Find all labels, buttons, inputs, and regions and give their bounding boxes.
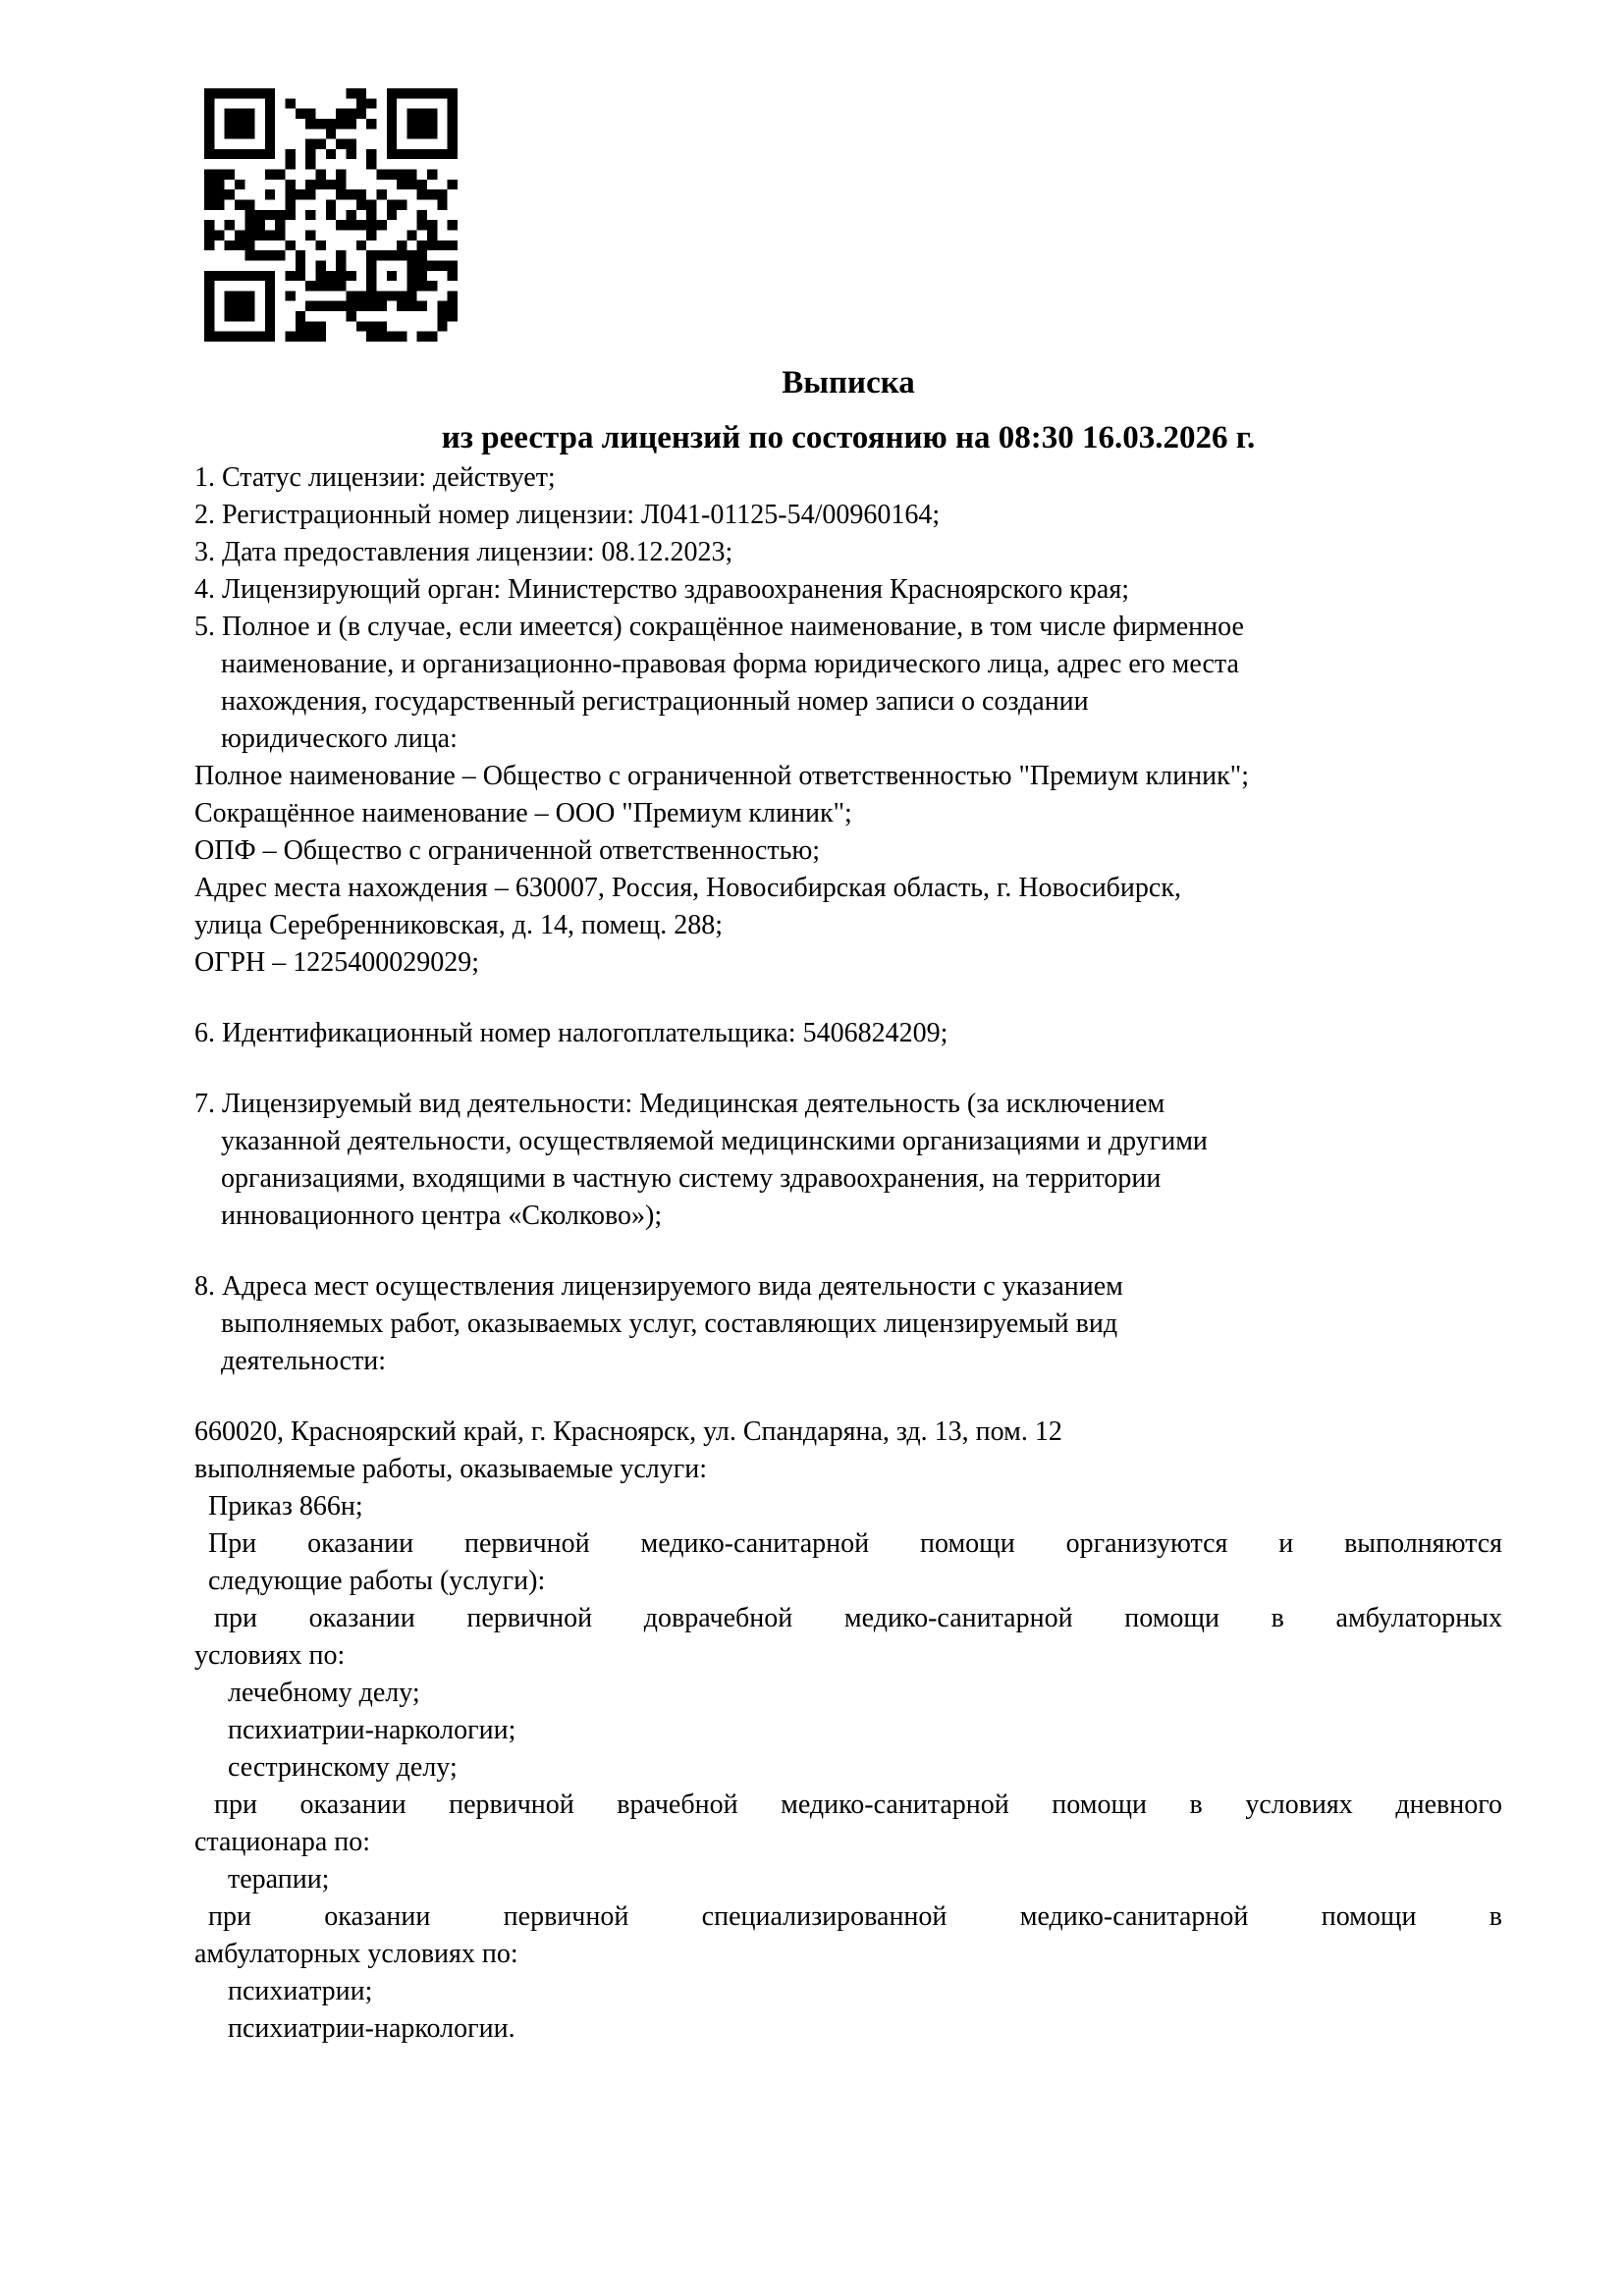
document-title-block [194, 355, 1502, 465]
document-line: следующие работы (услуги): [208, 1566, 546, 1596]
document-body [194, 459, 1502, 2048]
document-line: ОПФ – Общество с ограниченной ответственностью; [194, 835, 821, 866]
document-line: 5. Полное и (в случае, если имеется) сокращённое наименование, в том числе фирменное [194, 612, 1244, 642]
document-line: 2. Регистрационный номер лицензии: Л041-01125-54/00960164; [194, 500, 941, 530]
document-line: 660020, Красноярский край, г. Красноярск, ул. Спандаряна, зд. 13, пом. 12 [194, 1416, 1062, 1447]
document-line: 8. Адреса мест осуществления лицензируемого вида деятельности с указанием [194, 1271, 1123, 1302]
document-line: сестринскому делу; [228, 1752, 458, 1783]
blank-line [194, 1052, 1502, 1086]
document-line: указанной деятельности, осуществляемой медицинскими организациями и другими [221, 1126, 1208, 1156]
blank-line [194, 982, 1502, 1015]
document-line: Адрес места нахождения – 630007, Россия, Новосибирская область, г. Новосибирск, [194, 873, 1181, 903]
document-line: стационара по: [194, 1827, 371, 1857]
document-line: психиатрии; [228, 1976, 373, 2006]
document-line: психиатрии-наркологии. [228, 2013, 515, 2044]
document-line: наименование, и организационно-правовая форма юридического лица, адрес его места [221, 649, 1239, 679]
blank-line [194, 1235, 1502, 1268]
document-line: выполняемых работ, оказываемых услуг, составляющих лицензируемый вид [221, 1308, 1118, 1339]
document-line: Сокращённое наименование – ООО "Премиум клиник"; [194, 798, 852, 828]
document-line: 3. Дата предоставления лицензии: 08.12.2023; [194, 537, 733, 567]
document-line: Полное наименование – Общество с ограниченной ответственностью "Премиум клиник"; [194, 761, 1249, 791]
document-line: условиях по: [194, 1640, 346, 1671]
document-line: при оказании первичной специализированной медико-санитарной помощи в [208, 1901, 1502, 1932]
document-subtitle: из реестра лицензий по состоянию на 08:30 16.03.2026 г. [441, 420, 1256, 455]
document-line: При оказании первичной медико-санитарной помощи организуются и выполняются [208, 1528, 1502, 1559]
qr-code [204, 88, 458, 342]
document-line: лечебному делу; [228, 1678, 420, 1708]
document-line: выполняемые работы, оказываемые услуги: [194, 1454, 708, 1484]
document-line: при оказании первичной доврачебной медико-санитарной помощи в амбулаторных [214, 1603, 1502, 1633]
blank-line [194, 1380, 1502, 1414]
document-line: нахождения, государственный регистрационный номер записи о создании [221, 686, 1089, 717]
document-line: Приказ 866н; [208, 1491, 363, 1522]
document-line: при оказании первичной врачебной медико-санитарной помощи в условиях дневного [214, 1789, 1502, 1820]
document-title: Выписка [782, 365, 915, 400]
document-line: ОГРН – 1225400029029; [194, 947, 479, 978]
document-line: деятельности: [221, 1346, 387, 1376]
document-line: 4. Лицензирующий орган: Министерство здравоохранения Красноярского края; [194, 574, 1129, 605]
document-line: психиатрии-наркологии; [228, 1715, 516, 1745]
document-line: организациями, входящими в частную систему здравоохранения, на территории [221, 1163, 1162, 1194]
document-line: инновационного центра «Сколково»); [221, 1201, 663, 1231]
document-line: 7. Лицензируемый вид деятельности: Медицинская деятельность (за исключением [194, 1089, 1165, 1119]
document-line: юридического лица: [221, 723, 458, 754]
document-line: терапии; [228, 1864, 330, 1895]
document-line: амбулаторных условиях по: [194, 1939, 518, 1969]
document-line: 1. Статус лицензии: действует; [194, 462, 556, 493]
document-line: 6. Идентификационный номер налогоплательщика: 5406824209; [194, 1018, 948, 1048]
document-line: улица Серебренниковская, д. 14, помещ. 288; [194, 910, 723, 940]
